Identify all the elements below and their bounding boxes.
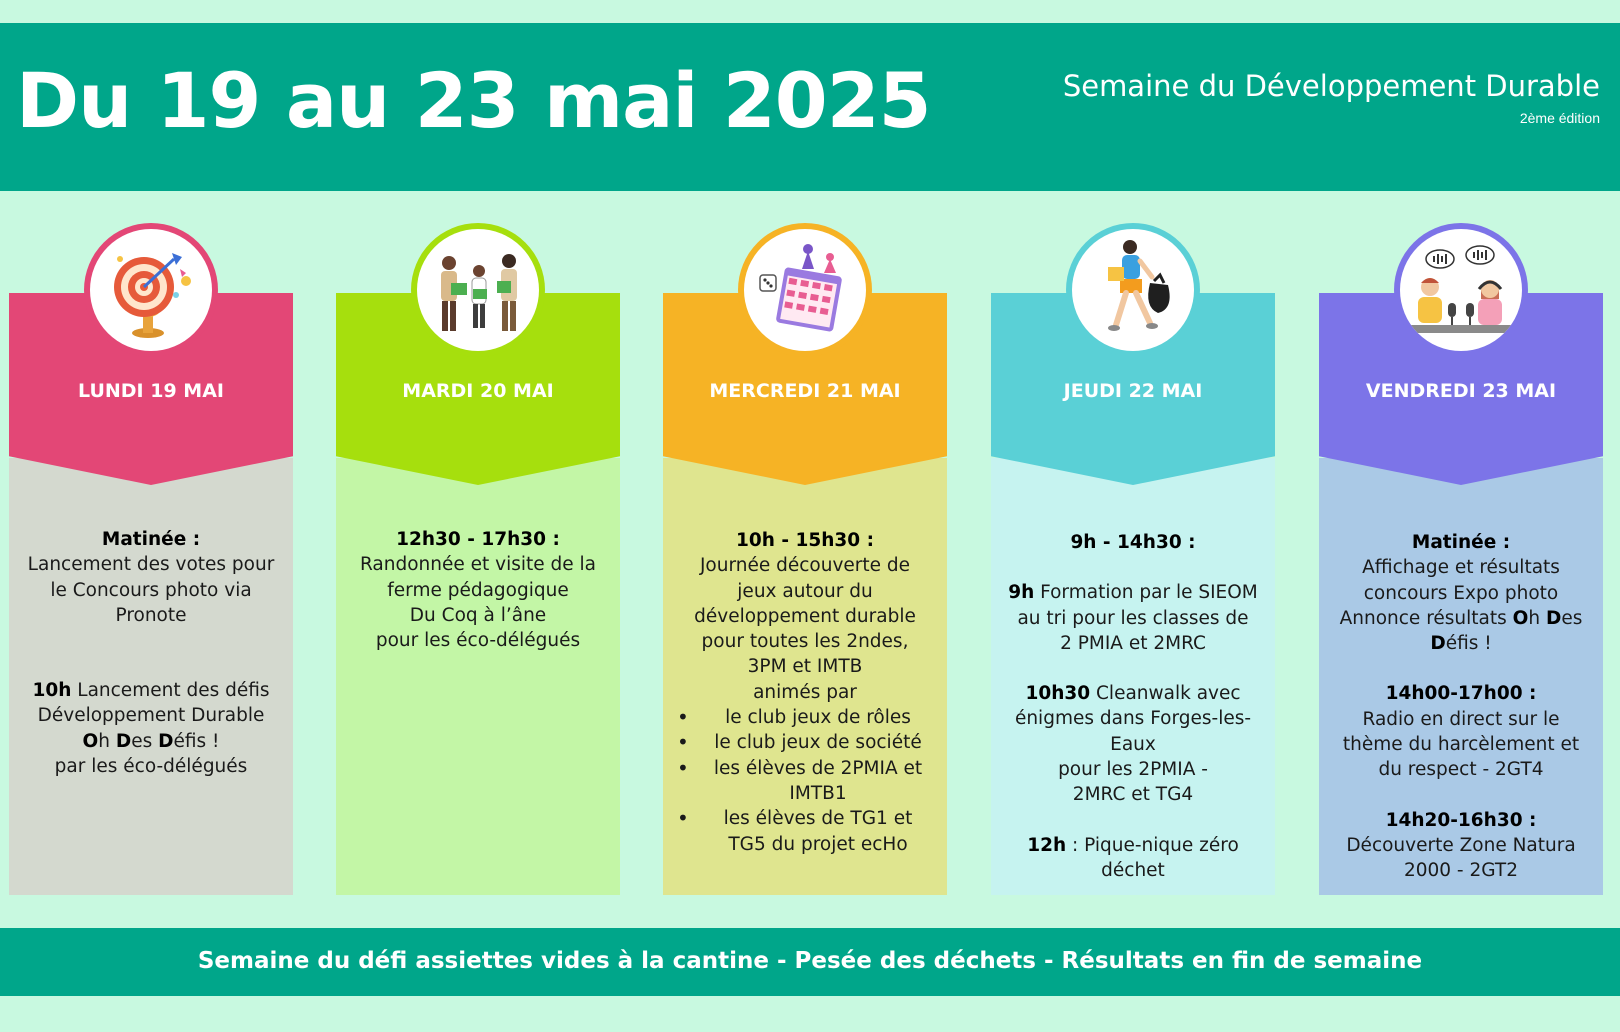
text-line: Radio en direct sur le	[1362, 708, 1560, 730]
day-content	[15, 527, 287, 779]
text-line: Affichage et résultats	[1362, 557, 1560, 579]
list-item: • le club jeux de rôles	[669, 705, 941, 730]
text-line: Développement Durable	[37, 705, 265, 727]
text-line: déchet	[1101, 859, 1165, 881]
footer-text: Semaine du défi assiettes vides à la cantine - Pesée des déchets - Résultats en fin de semaine	[197, 948, 1423, 974]
time-label: 10h30	[1025, 683, 1091, 705]
day-label: JEUDI 22 MAI	[1063, 380, 1203, 402]
board-game-icon	[744, 229, 866, 351]
text-line: Eaux	[1110, 733, 1156, 755]
page-title: Du 19 au 23 mai 2025	[16, 56, 931, 145]
text-line: Pronote	[115, 604, 187, 626]
time-label: 12h	[1027, 834, 1067, 856]
text-line: 2000 - 2GT2	[1403, 860, 1519, 882]
text-line: pour les éco-délégués	[375, 630, 581, 652]
day-card-tuesday	[336, 223, 620, 895]
text-line: thème du harcèlement et	[1342, 734, 1580, 756]
text-line: Randonnée et visite de la	[359, 554, 597, 576]
day-label: VENDREDI 23 MAI	[1365, 380, 1557, 402]
day-card-wednesday	[663, 223, 947, 895]
text-line: par les éco-délégués	[54, 756, 248, 778]
text-line: développement durable	[694, 605, 916, 627]
day-content	[342, 527, 614, 653]
time-label: Matinée :	[1411, 532, 1511, 553]
text-line: 12h : Pique-nique zéro	[1027, 834, 1239, 856]
text-line: 10h30 Cleanwalk avec	[1025, 683, 1241, 705]
day-card-monday	[9, 223, 293, 895]
time-label: 14h00-17h00 :	[1385, 683, 1537, 705]
day-label: LUNDI 19 MAI	[78, 380, 224, 402]
list-item: • les élèves de 2PMIA et IMTB1	[669, 756, 941, 807]
text-line: 2 PMIA et 2MRC	[1060, 632, 1206, 654]
cleanup-person-icon	[1072, 229, 1194, 351]
day-content	[1325, 530, 1597, 884]
day-body	[336, 458, 620, 895]
text-line: Lancement des votes pour	[27, 554, 275, 576]
text-line	[15, 678, 287, 703]
text-line: 3PM et IMTB	[747, 656, 863, 678]
day-content	[997, 530, 1269, 883]
text-line: 2MRC et TG4	[1072, 784, 1194, 806]
event-title: Semaine du Développement Durable	[1062, 69, 1600, 103]
day-card-thursday	[991, 223, 1275, 895]
text-line: pour les 2PMIA -	[1058, 759, 1208, 781]
time-label: 14h20-16h30 :	[1385, 809, 1537, 831]
day-label: MERCREDI 21 MAI	[709, 380, 901, 402]
challenge-announcement: Annonce résultats Oh Des	[1339, 607, 1583, 629]
text-line: du respect - 2GT4	[1378, 759, 1544, 781]
text-line: animés par	[753, 681, 857, 703]
time-label: Matinée :	[101, 529, 201, 550]
day-content	[669, 528, 941, 857]
challenge-name: Oh Des Défis !	[82, 730, 220, 752]
time-label: 10h - 15h30 :	[736, 530, 874, 551]
text-line: le Concours photo via	[50, 579, 252, 601]
radio-podcast-icon	[1400, 229, 1522, 351]
text-line: énigmes dans Forges-les-	[1014, 708, 1252, 730]
footer-banner	[0, 928, 1620, 996]
header-banner	[0, 23, 1620, 191]
text-line: concours Expo photo	[1363, 582, 1559, 604]
text-line: pour toutes les 2ndes,	[701, 631, 909, 653]
list-item: • le club jeux de société	[669, 730, 941, 755]
text-line: jeux autour du	[737, 580, 873, 602]
time-label: 10h	[32, 680, 72, 702]
list-item: • les élèves de TG1 et TG5 du projet ecHo	[669, 806, 941, 857]
day-label: MARDI 20 MAI	[402, 380, 554, 402]
target-trophy-icon	[90, 229, 212, 351]
challenge-announcement-end: Défis !	[1430, 633, 1492, 655]
text-segment: Lancement des défis	[71, 680, 270, 702]
text-line: Journée découverte de	[699, 555, 911, 577]
text-line: ferme pédagogique	[387, 579, 569, 601]
edition-label: 2ème édition	[1519, 110, 1600, 126]
animators-list	[669, 705, 941, 857]
text-line: au tri pour les classes de	[1017, 607, 1249, 629]
text-line: Du Coq à l’âne	[409, 604, 547, 626]
day-card-friday	[1319, 223, 1603, 895]
time-label: 12h30 - 17h30 :	[396, 529, 560, 550]
people-recycling-icon	[417, 229, 539, 351]
text-line: Découverte Zone Natura	[1346, 834, 1576, 856]
time-label: 9h - 14h30 :	[1070, 532, 1196, 553]
text-line: 9h Formation par le SIEOM	[1008, 582, 1258, 604]
time-label: 9h	[1008, 582, 1035, 604]
